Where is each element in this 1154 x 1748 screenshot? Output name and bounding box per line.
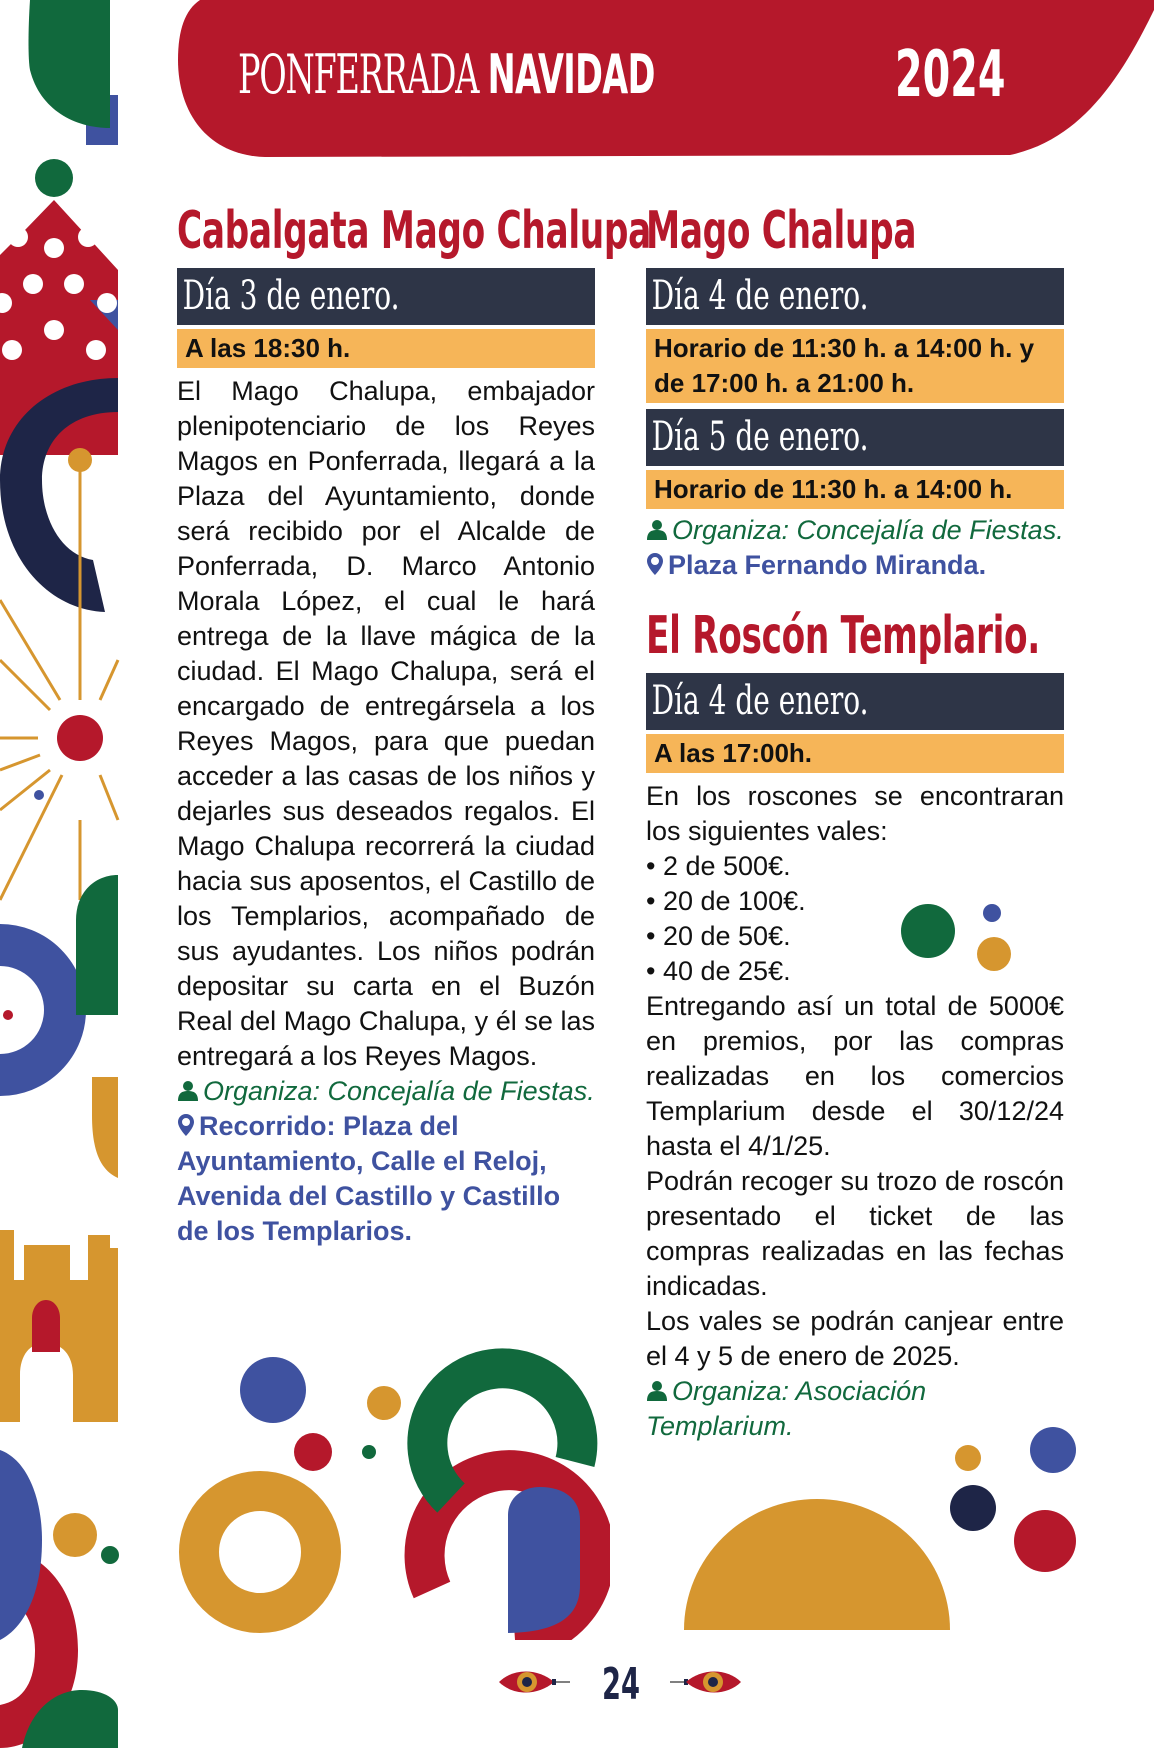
dots-decoration	[900, 895, 1030, 985]
intro-text: En los roscones se encontraran los siguientes vales:	[646, 781, 1064, 846]
organizer-text: Organiza: Concejalía de Fiestas.	[672, 515, 1064, 545]
vale-item: • 2 de 500€.	[646, 849, 1064, 884]
day-band	[177, 268, 595, 325]
gold-ring-icon	[199, 1491, 321, 1613]
green-half-circle-icon	[29, 0, 111, 128]
vale-item: • 20 de 50€.	[646, 919, 1064, 954]
event-cabalgata	[177, 200, 651, 1249]
time-band: A las 17:00h.	[646, 734, 1064, 773]
day-band	[646, 673, 1064, 730]
organizer-text: Organiza: Concejalía de Fiestas.	[203, 1076, 595, 1106]
event-description: El Mago Chalupa, embajador plenipotenciario de los Reyes Magos en Ponferrada, llegará a la Plaza del Ayuntamiento, donde será recibido por el Alcalde de Ponferrada, D. Marco Antonio Morala López, el cual le hará entrega de la llave mágica de la ciudad. El Mago Chalupa, será el encargado de entregársela a los Reyes Magos, para que puedan acceder a las casas de los niños y dejarles sus deseados regalos. El Mago Chalupa recorrerá la ciudad hacia sus aposentos, el Castillo de los Templarios, acompañado de sus ayudantes. Los niños podrán depositar su carta en el Buzón Real del Mago Chalupa, y él se las entregará a los Reyes Magos.	[177, 376, 595, 1071]
location-text: Plaza Fernando Miranda.	[668, 550, 987, 580]
time-band: Horario de 11:30 h. a 14:00 h.	[646, 470, 1064, 509]
blue-ring-icon	[0, 945, 65, 1075]
vale-item: • 20 de 100€.	[646, 884, 1064, 919]
day-label: Día 3 de enero.	[182, 273, 400, 319]
left-decoration	[0, 0, 120, 1748]
organizer-text: Organiza: Asociación Templarium.	[646, 1376, 927, 1441]
time-band: A las 18:30 h.	[177, 329, 595, 368]
gold-half-sun-icon	[684, 1499, 950, 1630]
time-band: Horario de 11:30 h. a 14:00 h. y de 17:00 h. a 21:00 h.	[646, 329, 1064, 403]
event-description	[646, 779, 1064, 1374]
day-band	[646, 268, 1064, 325]
location-text: Recorrido: Plaza del Ayuntamiento, Calle el Reloj, Avenida del Castillo y Castillo de los Templarios.	[177, 1111, 561, 1246]
day-label: Día 4 de enero.	[651, 678, 869, 724]
location	[177, 1109, 595, 1249]
event-title: Cabalgata Mago Chalupa	[177, 201, 651, 261]
red-sun-icon	[57, 715, 103, 761]
header-year: 2024	[895, 38, 1006, 112]
eye-right-icon	[668, 1665, 742, 1701]
organizer	[177, 1074, 595, 1109]
day-label: Día 5 de enero.	[651, 414, 869, 460]
day-band	[646, 409, 1064, 466]
person-icon	[646, 519, 668, 541]
bottom-left-decoration	[170, 1340, 610, 1640]
organizer	[646, 513, 1064, 548]
brand-light: PONFERRADA	[238, 43, 479, 106]
page-number: 24	[602, 1659, 640, 1710]
event-title: El Roscón Templario.	[646, 606, 1040, 666]
person-icon	[177, 1080, 199, 1102]
paragraph: Entregando así un total de 5000€ en premios, por las compras realizadas en los comercios Templarium desde el 30/12/24 hasta el 4/1/25.	[646, 991, 1064, 1161]
event-title: Mago Chalupa	[646, 201, 917, 261]
paragraph: Podrán recoger su trozo de roscón presentado el ticket de las compras realizadas en las fechas indicadas.	[646, 1166, 1064, 1301]
location	[646, 548, 1064, 583]
event-mago-chalupa	[646, 200, 1064, 1444]
event-roscon	[646, 605, 1064, 1444]
brand-bold: NAVIDAD	[487, 43, 655, 106]
brand-title	[238, 40, 655, 110]
bottom-right-decoration	[660, 1420, 1100, 1640]
map-pin-icon	[646, 552, 664, 576]
map-pin-icon	[177, 1113, 195, 1137]
vale-item: • 40 de 25€.	[646, 954, 1064, 989]
day-label: Día 4 de enero.	[651, 273, 869, 319]
paragraph: Los vales se podrán canjear entre el 4 y 5 de enero de 2025.	[646, 1306, 1064, 1371]
person-icon	[646, 1380, 668, 1402]
eye-left-icon	[498, 1665, 572, 1701]
